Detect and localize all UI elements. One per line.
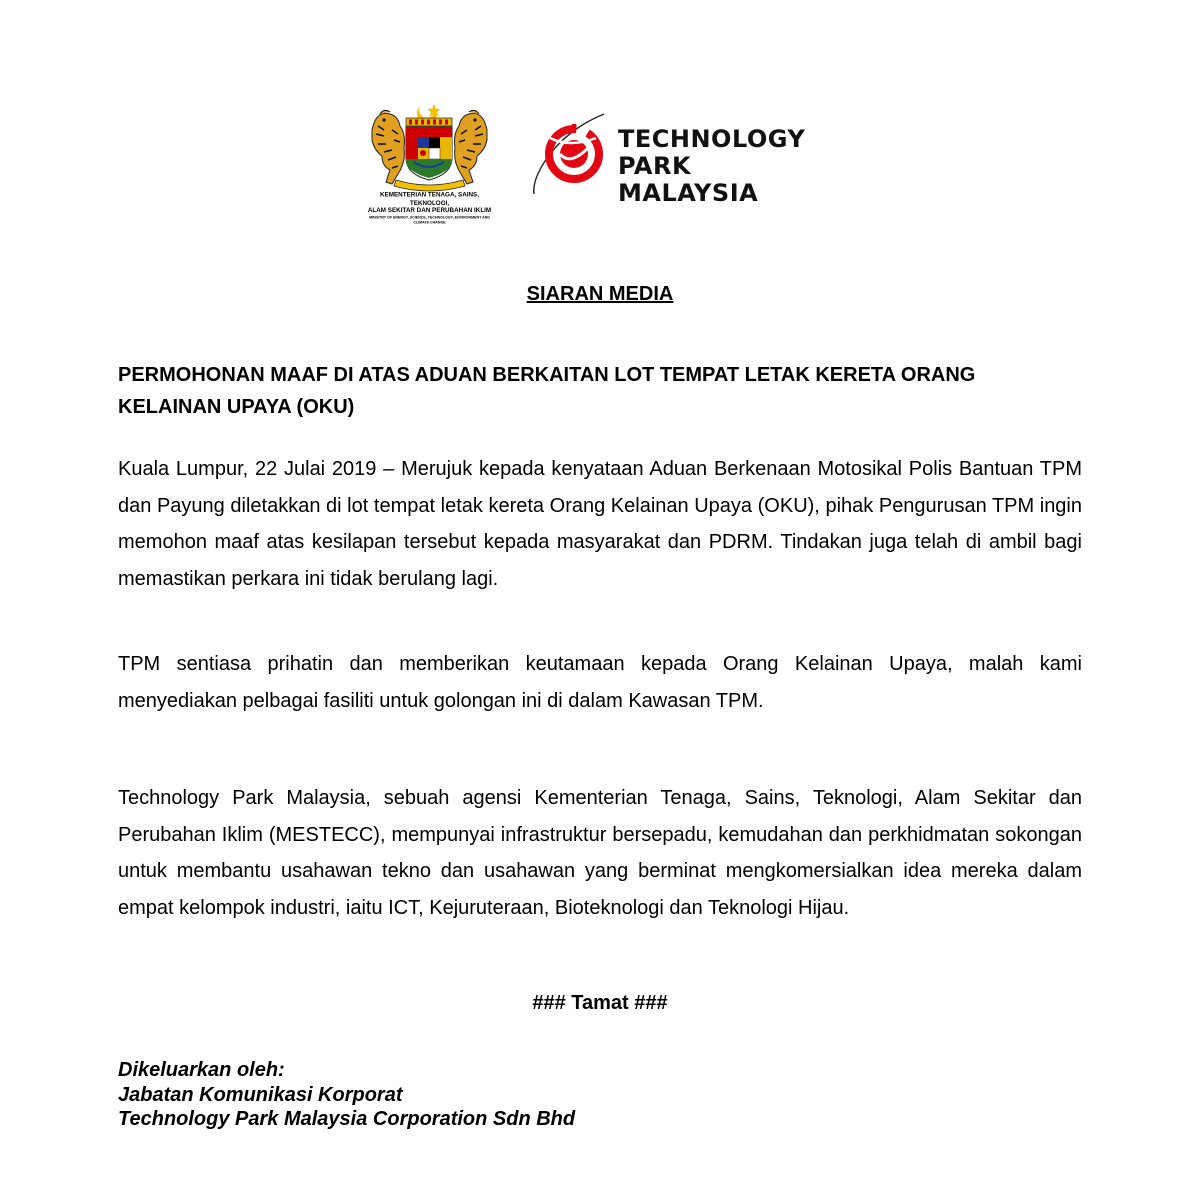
tpm-wordmark-line2: MALAYSIA [618,179,759,207]
issuer-block [118,1058,575,1132]
tpm-emblem-icon [530,108,620,208]
coat-of-arms-emblem-icon [362,100,497,192]
tpm-wordmark-line1: TECHNOLOGY PARK [618,125,806,180]
ministry-name-line2: ALAM SEKITAR DAN PERUBAHAN IKLIM [367,206,492,215]
issuer-label: Dikeluarkan oleh: [118,1059,285,1081]
header-logos [0,100,1200,240]
issuer-department: Jabatan Komunikasi Korporat [118,1083,403,1106]
body-paragraph-3: Technology Park Malaysia, sebuah agensi Kementerian Tenaga, Sains, Teknologi, Alam Sekitar dan Perubahan Iklim (MESTECC), mempunyai infrastruktur bersepadu, kemudahan dan perkhidmatan sokongan untuk membantu usahawan tekno dan usahawan yang berminat mengkomersialkan idea mereka dalam empat kelompok industri, iaitu ICT, Kejuruteraan, Bioteknologi dan Teknologi Hijau. [118,787,1082,919]
tpm-wordmark [618,126,870,207]
issuer-company: Technology Park Malaysia Corporation Sdn Bhd [118,1108,576,1130]
ministry-name-en: MINISTRY OF ENERGY, SCIENCE, TECHNOLOGY, ENVIRONMENT AND CLIMATE CHANGE [369,214,490,225]
document-title: SIARAN MEDIA [526,283,674,305]
coat-of-arms-logo [362,100,497,228]
end-marker: ### Tamat ### [532,992,668,1014]
body-paragraph-2: TPM sentiasa prihatin dan memberikan keutamaan kepada Orang Kelainan Upaya, malah kami menyediakan pelbagai fasiliti untuk golongan ini di dalam Kawasan TPM. [118,653,1082,712]
press-headline: PERMOHONAN MAAF DI ATAS ADUAN BERKAITAN LOT TEMPAT LETAK KERETA ORANG KELAINAN UPAYA (OKU) [118,364,976,418]
tpm-logo [530,108,870,208]
ministry-caption [362,191,497,225]
body-paragraph-1: Kuala Lumpur, 22 Julai 2019 – Merujuk kepada kenyataan Aduan Berkenaan Motosikal Polis Bantuan TPM dan Payung diletakkan di lot tempat letak kereta Orang Kelainan Upaya (OKU), pihak Pengurusan TPM ingin memohon maaf atas kesilapan tersebut kepada masyarakat dan PDRM. Tindakan juga telah di ambil bagi memastikan perkara ini tidak berulang lagi. [118,458,1082,590]
ministry-name-line1: KEMENTERIAN TENAGA, SAINS, TEKNOLOGI, [379,191,479,207]
